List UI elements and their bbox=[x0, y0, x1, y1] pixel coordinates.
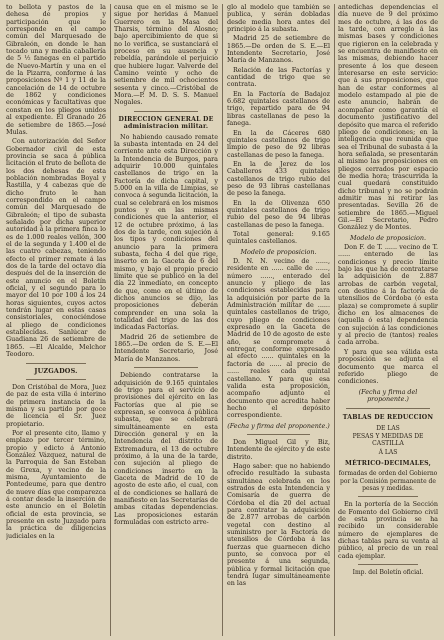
section-heading-direccion: DIRECCION GENERAL DE administracion militar. bbox=[118, 115, 214, 131]
imprint-line: Imp. del Boletín oficial. bbox=[352, 569, 424, 577]
notice-paragraph: Hago saber: que no habiendo ofrecido resultado la subasta simultánea celebrada en los estrados de esta Intendencia y Comisaría de guerra de Córdoba el día 20 del actual para contratar la adquisición de 2.877 arrobas de carbón vegetal con destino al suministro por la Factoría de utensilios de Córdoba á las fuerzas que guarnecen dicho punto, se convoca por el presente á una segunda, pública y formal licitación que tendrá lugar simultáneamente en las bbox=[227, 461, 330, 588]
notice-paragraph: En la de Olivenza 650 quintales castellanos de trigo rubio del peso de 94 libras castellanas de peso la fanega. bbox=[227, 198, 330, 229]
column-2 bbox=[114, 4, 218, 636]
notice-paragraph: antedichas dependencias el día nueve de 9 del próximo mes de octubre, á las dos de la tarde, con arreglo á las mismas bases y condiciones que rigieron en la celebrada y se encuentra de manifiesto en las mismas, debiendo hacer presente á los que deseen interesarse en este servicio: que á sus proposiciones, que han de estar conformes al modelo estampado al pie de este anuncio, habrán de acompañar como garantía el documento justificativo del depósito que marca el referido pliego de condiciones; en la inteligencia que reunida que sea el Tribunal de subasta á la hora señalada, se presentarán al mismo las proposiciones en pliegos cerrados por espacio de media hora; trascurrida la cual quedará constituido dicho tribunal y no se podrán admitir mas ni retirar las presentadas. Sevilla 26 de setiembre de 1865.—Miguel Gil.—El Secretario, Pedro González y de Montes. bbox=[338, 4, 438, 232]
heading-line: DE LAS bbox=[376, 424, 400, 432]
column-rule bbox=[110, 4, 111, 636]
signature-line: (Fecha y firma del proponente.) bbox=[358, 387, 418, 403]
notice-paragraph: Y para que sea válida esta proposición se adjunta el documento que marca el referido pliego de condiciones. bbox=[338, 347, 438, 386]
signature-line: (Fecha y firma del proponente.) bbox=[227, 421, 330, 430]
section-divider bbox=[26, 379, 86, 380]
heading-line: Á LAS bbox=[378, 448, 398, 456]
column-4 bbox=[338, 4, 438, 636]
column-1 bbox=[6, 4, 106, 636]
column-rule bbox=[334, 4, 335, 636]
notice-paragraph: En la Factoría de Badajoz 6.682 quintales castellanos de trigo, repartido para de 94 libras castellanas de peso la fanega. bbox=[227, 89, 330, 128]
section-divider bbox=[26, 363, 86, 364]
column-rule bbox=[222, 4, 223, 636]
heading-line: PESAS Y MEDIDAS DE CASTILLA bbox=[352, 432, 424, 448]
model-heading: Modelo de proposicion. bbox=[350, 233, 426, 242]
section-divider bbox=[358, 564, 418, 565]
notice-paragraph: En la de Cáceres 680 quintales castellanos de trigo limpio de peso de 92 libras castellanas de peso la fanega. bbox=[227, 128, 330, 159]
notice-paragraph: Total general: 9.165 quintales castellanos. bbox=[227, 229, 330, 246]
notice-paragraph: En la portería de la Sección de Fomento del Gobierno civil de esta provincia se ha recibido un considerable número de ejemplares de dichas tablas para su venta al público, al precio de un real cada ejemplar. bbox=[338, 500, 438, 560]
notice-paragraph: Don Cristóbal de Mora, Juez de paz de esta villa é interino de primera instancia de la misma y su partido por goce de licencia el Sr. Juez propietario. bbox=[6, 382, 106, 428]
notice-paragraph: glo al modelo que también se publica, y serán dobladas desde media hora antes del principio á la subasta. bbox=[227, 4, 330, 34]
notice-paragraph: Relación de las Factorías y cantidad de trigo que se contrata. bbox=[227, 65, 330, 89]
notice-paragraph: En la de Jerez de los Caballeros 433 quintales castellanos de trigo rubio del peso de 93 libras castellanas de peso la fanega. bbox=[227, 159, 330, 198]
heading-line: formadas de orden del Gobierno por la Comisión permanente de pesas y medidas. bbox=[338, 470, 438, 492]
notice-paragraph: causa que en el mismo se le sigue por heridas á Manuel Guerrero en la Masa del Tharsis, término del Alosno; bajo apercibimiento de que si no lo verifica, se sustanciará el proceso en su ausencia y rebeldía, parándole el perjuicio que hubiere lugar. Valverde del Camino veinte y ocho de setiembre de mil ochocientos sesenta y cinco.—Cristóbal de Mora.—P. M. D. S. S. Manuel Nogales. bbox=[114, 4, 218, 107]
section-heading-juzgados: JUZGADOS. bbox=[34, 366, 78, 375]
notice-paragraph: Por el presente cito, llamo y emplazo por tercer término, propio y edicto á Antonio González Vázquez, natural de la Parroquia de San Esteban de Grexa, y vecino de la misma, Ayuntamiento de Pontedeume, para que dentro de nueve días que comparezca á contar desde la inserción de este anuncio en el Boletín oficial de esta provincia, se presente en este Juzgado para la práctica de diligencias judiciales en la bbox=[6, 428, 106, 540]
model-heading: Modelo de proposicion. bbox=[240, 247, 317, 256]
section-divider bbox=[358, 496, 418, 497]
notice-paragraph: Don Miguel Gil y Biz, Intendente de ejército y de este distrito. bbox=[227, 437, 330, 461]
notice-paragraph: Con autorización del Señor Gobernador civil de esta provincia se saca á pública licitación el fruto de bellota de los dos dehesas de esta población nombradas Boyal y Rastilla, y 4 cabezas que de dicho fruto le han correspondido en el campo común del Marquesado de Gibraleón; el tipo de subasta señalado por dicha superior autoridad á la primera finca lo es de 1.000 reales vellón, 300 el de la segunda y 1.400 el de las cuatro cabezas, teniendo efecto el primer remate á las dos de la tarde del octavo día después del de la inserción de este anuncio en el Boletín oficial, y el segundo para lo mayor del 10 por 100 á los 24 horas siguientes, cuyos actos tendrán lugar en estas casas consistoriales, conociéndose al pliego de condiciones establecidas. Sanlúcar de Guadiana 26 de setiembre de 1865. —El Alcalde, Melchor Teodoro. bbox=[6, 137, 106, 359]
section-heading-tablas: TABLAS DE REDUCCION bbox=[342, 414, 434, 422]
heading-line: MÉTRICO-DECIMALES, bbox=[345, 459, 431, 467]
notice-paragraph: D. N. N. vecino de ......, residente en ...... calle de ......, número ......, enterado del anuncio y pliego de las condiciones establecidas para la adquisición por parte de la Administración militar de ...... quintales castellanos de trigo, cuyo pliego de condiciones expresado en la Gaceta de Madrid de 10 de agosto de este año, se compromete á entregar, conforme expresado al efecto ...... quintales en la factoría de ...... al precio de ...... reales cada quintal castellano. Y para que esa valida esta proposición, acompaño adjunto el documento que acredita haber hecho el depósito correspondiente. bbox=[227, 257, 330, 420]
notice-paragraph: No habiendo causado remate la subasta intentada en 24 del corriente ante esta Dirección y la Intendencia de Burgos, para adquirir 10.000 quintales castellanos de trigo en la Factoría de dicha capital, y 5.000 en la villa de Limpias, se convoca á segunda licitación, la cual se celebrará en los mismos puntos y en las mismas condiciones que la anterior, el 12 de octubre próximo, á las dos de la tarde, con sujeción á los tipos y condiciones del anuncio para la primera subasta, fecha 4 del que rige, inserto en la Gaceta de 6 del mismo, y bajo el propio precio límite que se publicó en la del día 22 inmediato, en concepto de que, como en el último de dichos anuncios se dijo, las proposiciones deberán comprender en una sola la totalidad del trigo de las dos indicadas Factorías. bbox=[114, 132, 218, 332]
notice-paragraph: Madrid 26 de setiembre de 1865.—De orden de S. E.—El Intendente Secretario, José María de Manzanos. bbox=[114, 332, 218, 363]
section-divider bbox=[247, 434, 310, 435]
section-divider bbox=[134, 367, 198, 368]
notice-paragraph: Debiendo contratarse la adquisición de 9.165 quintales de trigo para el servicio de provisiones del ejército en las Factorías que al pie se expresan, se convoca á pública subasta, que se celebrará simultáneamente en esta Dirección general y en la Intendencia del distrito de Extremadura, el 13 de octubre próximo, á la una de la tarde, con sujeción al pliego de condiciones inserto en la Gaceta de Madrid de 10 de agosto de este año, el cual, con el de condiciones se hallará de manifiesto en las Secretarías de ambas citadas dependencias. Las proposiciones estarán formuladas con estricto arre- bbox=[114, 371, 218, 527]
notice-paragraph: Madrid 25 de setiembre de 1865.—De orden de S. E.—El Intendente Secretario, José María de Manzanos. bbox=[227, 34, 330, 65]
section-divider bbox=[346, 408, 430, 409]
column-3 bbox=[227, 4, 330, 636]
section-divider bbox=[134, 111, 198, 112]
notice-paragraph: Don F. de T. ...... vecino de T. ...... enterado de las condiciones y precio límite bajo las que ha de contratarse la adquisición de 2.887 arrobas de carbón vegetal, con destino á la factoría de utensilios de Córdoba (ó esta plaza) se compromete á suplir dicho en los almacenes de (aquella ó esta) dependencia con sujeción á las condiciones y al precio de (tantos) reales cada arroba. bbox=[338, 243, 438, 347]
notice-paragraph: to bellota y pastos de la dehesa de propios y participación que le corresponde en el campo común del Marquesado de Gibraleón, en donde le han tocado una y media caballería de 5 ½ fanegas en el partido de Nuevo-Martín y una en el de la Pizarra, conforme á las proposiciones Nº 1 y 11 de la cancelación de 14 de octubre de 1862 y condiciones económicas y facultativas que constan en los pliegos unidos al expediente. El Granado 26 de setiembre de 1865.—José Mulas. bbox=[6, 4, 106, 136]
